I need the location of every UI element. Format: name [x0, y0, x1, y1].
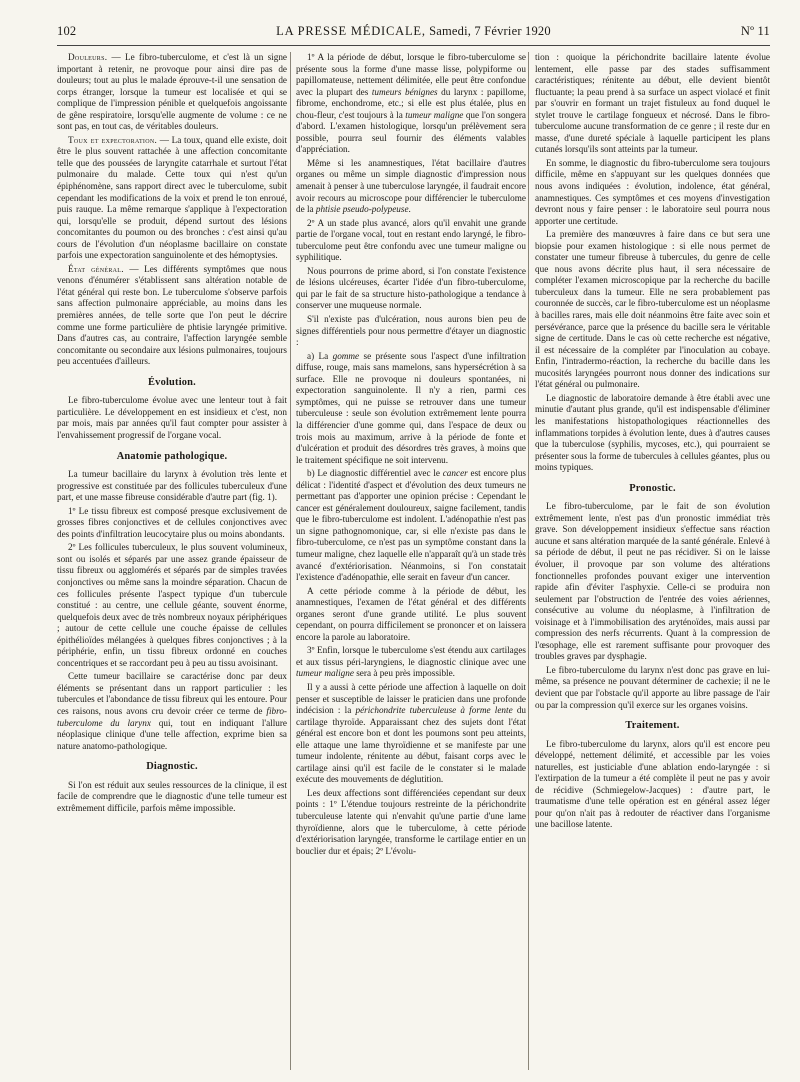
paragraph: Les deux affections sont différenciées cependant sur deux points : 1º L'étendue toujours restreinte de la périchondrite tuberculeuse latente qui n'envahit qu'une partie d'une lame thyroïdienne, alors que le tuberculome, à cette période d'extériorisation laryngée, transforme le cartilage entier en un bouclier dur et épais; 2º L'évolu- [296, 787, 526, 856]
section-heading-evolution: Évolution. [148, 376, 196, 388]
column-separator [528, 52, 529, 1070]
paragraph: Le fibro-tuberculome du larynx, alors qu'il est encore peu développé, nettement délimité, et accessible par les voies naturelles, est justiciable d'une ablation endo-laryngée : si l'extirpation de la tumeur a été complète il peut ne pas y avoir de récidive (Schmiegelow-Jacques) : d'autre part, le traumatisme d'une telle opération est en général assez léger pour qu'on n'ait pas à redouter de réactiver dans l'organisme une bacillose latente. [535, 738, 770, 830]
running-header [57, 22, 770, 40]
paragraph: 2º Les follicules tuberculeux, le plus souvent volumineux, sont ou isolés et séparés par une assez grande épaisseur de tissu fibreux ou agglomérés et séparés par de simples travées conjonctives ou même sans la moindre séparation. Chacun de ces follicules présente l'aspect typique d'un tubercule constitué : au centre, une cellule géante, souvent énorme, quelquefois deux avec de très nombreux noyaux périphériques ; autour de cette cellule une couche épaisse de cellules épithélioïdes mélangées à quelques fibres conjonctives ; à la périphérie, enfin, un tissu fibreux ordonné en couches concentriques et se raccordant peu à peu au tissu avoisinant. [57, 542, 287, 668]
paragraph: 3º Enfin, lorsque le tuberculome s'est étendu aux cartilages et aux tissus péri-laryngiens, le diagnostic clinique avec une tumeur maligne sera à peu près impossible. [296, 645, 526, 679]
issue-date: Samedi, 7 Février 1920 [429, 24, 551, 38]
paragraph: Le diagnostic de laboratoire demande à être établi avec une minutie d'autant plus grande, qu'il est indispensable d'éliminer les manifestations histopathologiques réactionnelles des inflammations torpides à évolution lente, dues à d'autres causes que la tuberculose (syphilis, mycoses, etc.), qui pourraient se présenter sous la forme de tubercules à cellules géantes, plus ou moins typiques. [535, 392, 770, 473]
paragraph: S'il n'existe pas d'ulcération, nous aurons bien peu de signes différentiels pour nous permettre d'étayer un diagnostic : [296, 314, 526, 348]
paragraph: 1º A la période de début, lorsque le fibro-tuberculome se présente sous la forme d'une masse lisse, polypiforme ou papillomateuse, nettement délimitée, elle peut être confondue avec la plupart des tumeurs bénignes du larynx : papillome, fibrome, enchondrome, etc.; si elle est plus étalée, plus en chou-fleur, c'est toujours à la tumeur maligne que l'on songera d'abord. L'examen histologique, lorsqu'un prélèvement sera possible, pourra seul fournir des éléments valables d'appréciation. [296, 52, 526, 155]
paragraph: Il y a aussi à cette période une affection à laquelle on doit penser et susceptible de laisser le praticien dans une profonde indécision : la périchondrite tuberculeuse à forme lente du cartilage thyroïde. Apparaissant chez des sujets dont l'état général est encore bon et dont les poumons sont peu atteints, elle attaque une lame thyroïdienne et se manifeste par une tumeur indolente, rénitente au début, faisant corps avec le cartilage ainsi qu'il est facile de le constater si le malade exécute des mouvements de déglutition. [296, 681, 526, 785]
paragraph: b) Le diagnostic différentiel avec le cancer est encore plus délicat : l'identité d'aspect et d'évolution des deux tumeurs ne permettant pas d'apporter une opinion précise : Cependant le cancer est généralement douloureux, saigne facilement, tandis que le fibro-tuberculome est indolent. L'adénopathie n'est pas un signe pathognomonique, car, si elle n'existe pas dans le fibro-tuberculome, ce n'est pas un symptôme constant dans la tumeur maligne, chez laquelle elle n'apparaît qu'à un stade très avancé d'extériorisation. Néanmoins, si l'on constatait l'existence d'adénopathie, elle serait en faveur d'un cancer. [296, 468, 526, 583]
column-left [57, 52, 287, 1072]
column-right [535, 52, 770, 1072]
page-number: 102 [57, 24, 77, 38]
section-heading-traitement: Traitement. [625, 720, 680, 732]
column-middle [296, 52, 526, 1072]
paragraph-douleurs: Douleurs. — Le fibro-tuberculome, et c'est là un signe important à retenir, ne provoque pour ainsi dire pas de douleurs; tout au plus le malade éprouve-t-il une sensation de corps étranger, lorsque la tumeur est localisée et qui se complique de l'impression pénible et quelquefois angoissante de gêne respiratoire, lorsqu'elle augmente de volume : ce ne sont pas, en tout cas, de véritables douleurs. [57, 52, 287, 132]
paragraph-toux: Toux et expectoration. — La toux, quand elle existe, doit être le plus souvent rattachée à une affection concomitante telle que des poussées de laryngite catarrhale et surtout l'état pulmonaire du malade. Cette toux qui n'est qu'un épiphénomène, sans rapport direct avec le tuberculome, subit cependant les modifications de la voix et prend le ton enroué, puis rauque. La même remarque s'applique à l'expectoration qui, lorsqu'elle se produit, dépend surtout des lésions concomitantes du poumon ou des bronches : c'est ainsi qu'au cours de l'évolution d'un néoplasme bacillaire on constate parfois une expectoration sanguinolente et des hémoptysies. [57, 134, 287, 261]
journal-name: LA PRESSE MÉDICALE, [276, 24, 426, 38]
journal-title-line [57, 24, 770, 39]
paragraph: Cette tumeur bacillaire se caractérise donc par deux éléments se présentant dans un rapport particulier : les tubercules et l'abondance de tissu fibreux qui les entoure. Pour ces raisons, nous avons cru devoir créer ce terme de fibro-tuberculome du larynx qui, tout en indiquant l'allure néoplasique clinique d'une telle affection, exprime bien sa nature anatomo-pathologique. [57, 671, 287, 751]
paragraph: La première des manœuvres à faire dans ce but sera une biopsie pour examen histologique : si elle nous permet de constater une tumeur fibreuse à tubercules, du genre de celle que nous avons décrite plus haut, il sera nécessaire de compléter l'examen microscopique par la recherche du bacille tuberculeux dans la tumeur. Elle ne sera probablement pas couronnée de succès, car le fibro-tuberculome est un néoplasme à bacilles rares, mais elle doit néanmoins être faite avec soin et persévérance, parce que la présence du bacille sera le véritable signe de certitude. Dans le cas où cette recherche est négative, il est nécessaire de la compléter par l'inoculation au cobaye. Enfin, l'intradermo-réaction, la recherche du bacille dans les mucosités laryngées pourront nous donner des indications sur l'état général ou pulmonaire. [535, 229, 770, 390]
paragraph: La tumeur bacillaire du larynx à évolution très lente et progressive est constituée par des follicules tuberculeux d'une part, et une masse fibreuse considérable d'autre part (fig. 1). [57, 469, 287, 503]
section-heading-diagnostic: Diagnostic. [146, 761, 198, 773]
paragraph: Nous pourrons de prime abord, si l'on constate l'existence de lésions ulcéreuses, écarter l'idée d'un fibro-tuberculome, qui par le fait de sa structure histo-pathologique a tendance à conserver une muqueuse normale. [296, 265, 526, 311]
paragraph: Le fibro-tuberculome, par le fait de son évolution extrêmement lente, n'est pas d'un pronostic immédiat très grave. Son développement insidieux s'effectue sans réaction aucune et sans altération marquée de la santé générale. Enlevé à sa période de début, il peut ne pas récidiver. Si on le laisse évoluer, il provoque par son volume des altérations fonctionnelles profondes pouvant exiger une intervention rapide afin d'éviter l'asphyxie. Celle-ci se produira non seulement par l'obstruction de l'entrée des voies aériennes, consécutive au volume du néoplasme, à l'infiltration de voisinage et à l'immobilisation des aryténoïdes, mais aussi par compression des nerfs récurrents. Quant à la compression de l'œsophage, elle est rarement suffisante pour provoquer des troubles graves par dysphagie. [535, 501, 770, 662]
paragraph: Le fibro-tuberculome du larynx n'est donc pas grave en lui-même, sa présence ne pouvant déterminer de cachexie; il ne le devient que par l'obstacle qu'il apporte au libre passage de l'air ou par la compression qu'il exerce sur les organes voisins. [535, 664, 770, 710]
run-in-heading: État général. [68, 263, 124, 274]
paragraph: 2º A un stade plus avancé, alors qu'il envahit une grande partie de l'organe vocal, tout en restant endo laryngé, le fibro-tuberculome peut être confondu avec une tumeur maligne ou syphilitique. [296, 217, 526, 263]
paragraph: Le fibro-tuberculome évolue avec une lenteur tout à fait particulière. Le développement en est insidieux et c'est, non par mois, mais par années qu'il faut compter pour assister à l'envahissement progressif de l'organe vocal. [57, 395, 287, 440]
paragraph: A cette période comme à la période de début, les anamnestiques, l'examen de l'état général et des différents organes seront d'une grande utilité. Le plus souvent cependant, on pourra difficilement se prononcer et on laissera encore la parole au laboratoire. [296, 585, 526, 642]
paragraph: tion : quoique la périchondrite bacillaire latente évolue lentement, elle passe par des stades suffisamment caractéristiques; rénitente au début, elle devient bientôt fluctuante; la peau prend à sa surface un aspect violacé et finit par s'ouvrir en formant un trajet fistuleux au fond duquel le stylet trouve le cartilage fongueux et nécrosé. Dans le fibro-tuberculome aucune transformation de ce genre ; il reste dur en masse, d'une dureté spéciale à laquelle participent les plans cutanés lorsqu'ils sont atteints par la tumeur. [535, 52, 770, 155]
paragraph: Si l'on est réduit aux seules ressources de la clinique, il est facile de comprendre que le diagnostic d'une telle tumeur est extrêmement difficile, parfois même impossible. [57, 779, 287, 813]
run-in-heading: Douleurs. [68, 52, 108, 62]
section-heading-pronostic: Pronostic. [629, 482, 676, 494]
paragraph: 1º Le tissu fibreux est composé presque exclusivement de grosses fibres conjonctives et de cellules conjonctives avec des points d'infiltration leucocytaire plus ou moins abondants. [57, 505, 287, 539]
paragraph: Même si les anamnestiques, l'état bacillaire d'autres organes ou même un simple diagnostic d'impression nous amenait à penser à une tuberculose laryngée, il faudrait encore avoir recours au microscope pour différencier le tuberculome de la phtisie pseudo-polypeuse. [296, 157, 526, 215]
paragraph-etat-general: État général. — Les différents symptômes que nous venons d'énumérer s'établissent sans altération notable de l'état général qui reste bon. Le tuberculome s'observe parfois sans affection pulmonaire appréciable, au moins dans les premières années, de telle sorte que l'on peut le décrire comme une forme particulière de phtisie laryngée primitive. Dans d'autres cas, au contraire, l'affection laryngée semble concomitante ou secondaire aux lésions pulmonaires, toujours peu accentuées d'ailleurs. [57, 263, 287, 367]
column-separator [290, 52, 291, 1070]
run-in-heading: Toux et expectoration. [68, 134, 158, 145]
paragraph: a) La gomme se présente sous l'aspect d'une infiltration diffuse, rouge, mais sans mamelons, sans hypersécrétion à sa surface. Elle ne provoque ni douleurs spontanées, ni expectoration sanguinolente. Il n'y a rien, parmi ces symptômes, qui ne puisse se retrouver dans une tumeur tuberculeuse : seule son évolution extrêmement lente pourra la différencier d'une gomme qui, dans l'espace de deux ou trois mois au maximum, arrive à la période de fonte et d'ulcération et produit des désordres très graves, à moins que le traitement spécifique ne soit intervenu. [296, 350, 526, 465]
section-heading-anatomie: Anatomie pathologique. [116, 450, 228, 462]
issue-number: Nº 11 [740, 24, 770, 38]
paragraph: En somme, le diagnostic du fibro-tuberculome sera toujours difficile, même en s'appuyant sur les quelques données que nous avons indiquées : évolution, indolence, état général, anamnestiques. Ces symptômes et ces moyens d'investigation devront nous y faire penser : le laboratoire seul pourra nous apporter une certitude. [535, 157, 770, 226]
header-rule [57, 45, 770, 46]
